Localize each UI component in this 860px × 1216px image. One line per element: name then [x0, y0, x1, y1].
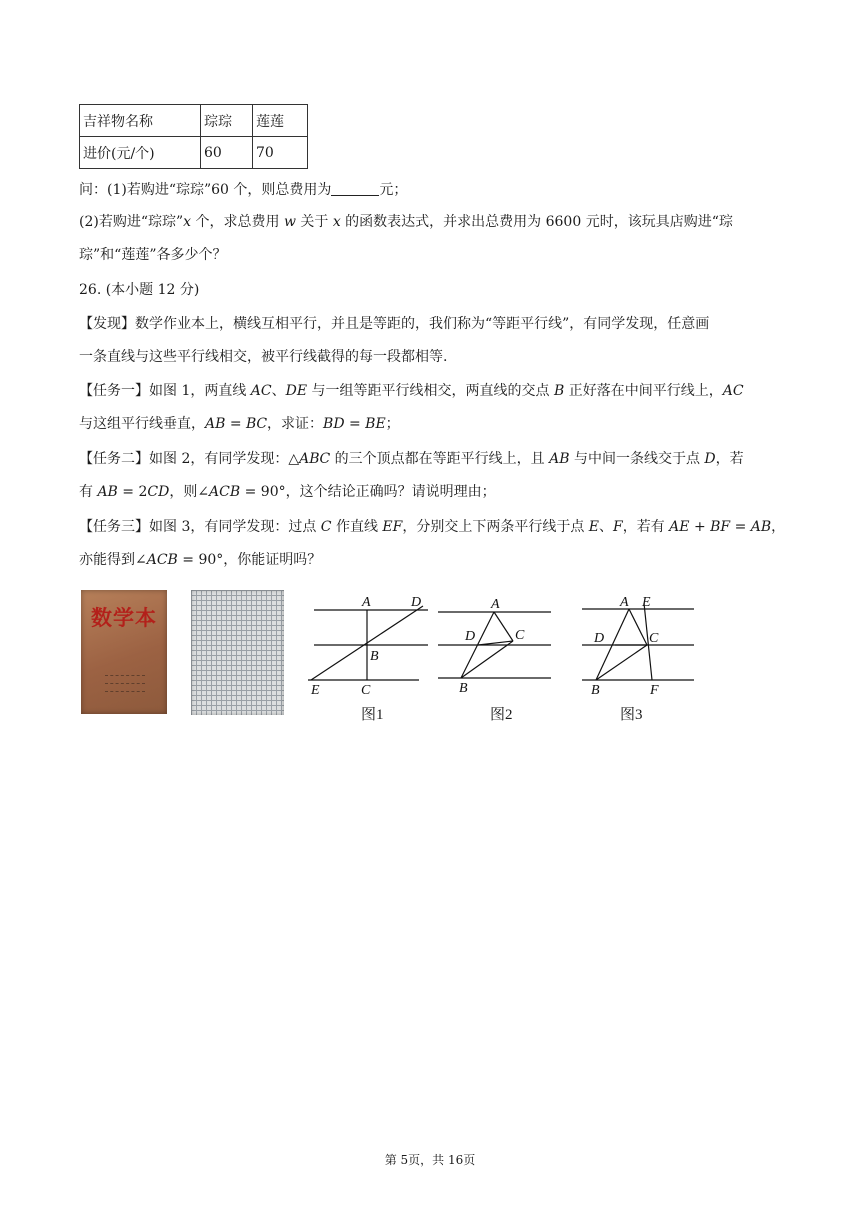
- question-26-title: 26. (本小题 12 分): [79, 282, 200, 298]
- point-c-label: C: [649, 631, 659, 646]
- table-cell: 吉祥物名称: [80, 105, 201, 137]
- figure-1-caption: 图1: [361, 707, 384, 723]
- point-e-label: E: [642, 595, 651, 610]
- table-cell: 60: [201, 137, 253, 169]
- point-b-label: B: [370, 649, 379, 664]
- point-d-label: D: [594, 631, 605, 646]
- point-f-label: F: [650, 683, 659, 698]
- point-d-label: D: [411, 595, 422, 610]
- notebook-cover-photo: [81, 590, 167, 714]
- point-b-label: B: [459, 681, 468, 696]
- table-cell: 70: [253, 137, 308, 169]
- notebook-grid-page-photo: [191, 590, 284, 715]
- task2-line-1: 【任务二】如图 2，有同学发现：△𝐴𝐵𝐶 的三个顶点都在等距平行线上，且 𝐴𝐵 与中间一条线交于点 𝐷，若: [79, 451, 744, 467]
- point-a-label: A: [620, 595, 629, 610]
- cover-name-line: [105, 683, 145, 686]
- cover-name-line: [105, 691, 145, 694]
- figure-1: [305, 592, 435, 702]
- table-row: [80, 137, 308, 169]
- task3-line-2: 亦能得到∠𝐴𝐶𝐵 = 90°，你能证明吗？: [79, 552, 322, 568]
- table-row: [80, 105, 308, 137]
- page-footer: 第 5页，共 16页: [384, 1153, 476, 1167]
- discover-line-2: 一条直线与这些平行线相交，被平行线截得的每一段都相等.: [79, 349, 448, 365]
- point-c-label: C: [361, 683, 371, 698]
- point-a-label: A: [491, 597, 500, 612]
- point-b-label: B: [591, 683, 600, 698]
- notebook-cover-title: 数学本: [91, 605, 157, 630]
- figure-3-caption: 图3: [620, 707, 643, 723]
- table-cell: 莲莲: [253, 105, 308, 137]
- table-cell: 琮琮: [201, 105, 253, 137]
- answer-blank: [331, 181, 379, 196]
- table-cell: 进价(元/个): [80, 137, 201, 169]
- point-a-label: A: [362, 595, 371, 610]
- cover-name-line: [105, 675, 145, 678]
- question-1: [79, 180, 407, 200]
- discover-line-1: 【发现】数学作业本上，横线互相平行，并且是等距的，我们称为“等距平行线”，有同学发现，任意画: [79, 316, 710, 332]
- segment-ac: [494, 612, 513, 641]
- point-e-label: E: [311, 683, 320, 698]
- figure-2-caption: 图2: [490, 707, 513, 723]
- task1-line-1: 【任务一】如图 1，两直线 𝐴𝐶、𝐷𝐸 与一组等距平行线相交，两直线的交点 𝐵 正好落在中间平行线上，𝐴𝐶: [79, 383, 744, 399]
- task1-line-2: 与这组平行线垂直，𝐴𝐵 = 𝐵𝐶，求证：𝐵𝐷 = 𝐵𝐸；: [79, 416, 400, 432]
- task2-line-2: 有 𝐴𝐵 = 2𝐶𝐷，则∠𝐴𝐶𝐵 = 90°，这个结论正确吗？请说明理由；: [79, 484, 496, 500]
- task3-line-1: 【任务三】如图 3，有同学发现：过点 𝐶 作直线 𝐸𝐹，分别交上下两条平行线于点 𝐸、𝐹，若有 𝐴𝐸 + 𝐵𝐹 = 𝐴𝐵，: [79, 519, 786, 535]
- segment-bc: [461, 641, 513, 678]
- price-table: [79, 104, 308, 169]
- question-2-line-1: (2)若购进“琮琮”𝑥 个，求总费用 𝑤 关于 𝑥 的函数表达式，并求出总费用为 6600 元时，该玩具店购进“琮: [79, 214, 733, 230]
- question-2-line-2: 琮”和“莲莲”各多少个？: [79, 247, 227, 263]
- point-c-label: C: [515, 628, 525, 643]
- figure-3: [578, 592, 698, 702]
- figure-2: [435, 592, 560, 702]
- point-d-label: D: [465, 629, 476, 644]
- question-1-suffix: 元；: [379, 182, 408, 198]
- segment-ac: [629, 609, 647, 645]
- question-1-text: 问：(1)若购进“琮琮”60 个，则总费用为: [79, 182, 332, 198]
